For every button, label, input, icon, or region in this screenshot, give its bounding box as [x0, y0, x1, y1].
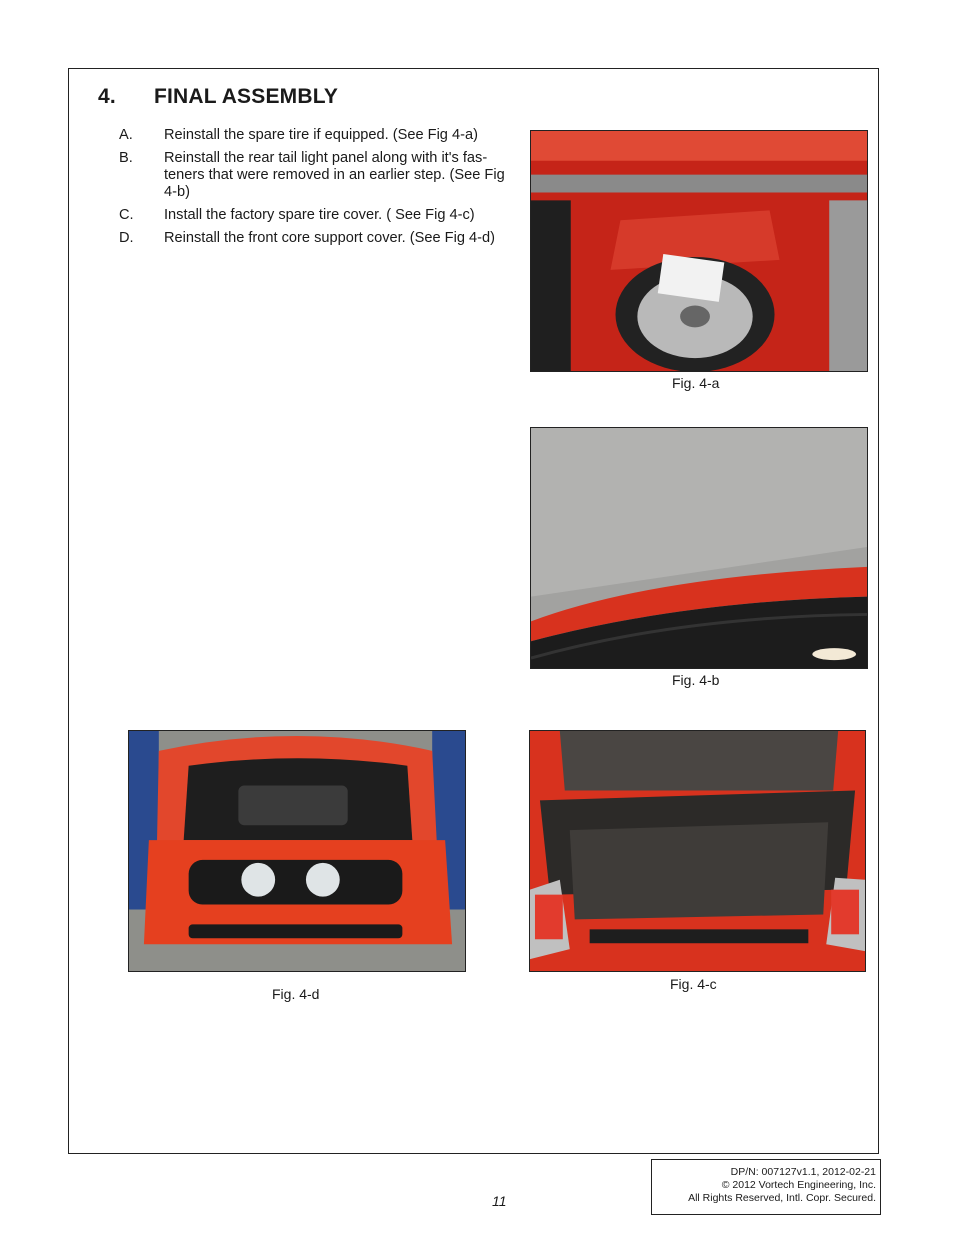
step-letter: B. [119, 150, 133, 166]
step-text: Reinstall the front core support cover. (See Fig 4-d) [164, 230, 495, 246]
figure-4d-caption: Fig. 4-d [272, 986, 320, 1002]
step-letter: C. [119, 207, 134, 223]
figure-4a-caption: Fig. 4-a [672, 375, 720, 391]
section-title: FINAL ASSEMBLY [154, 85, 339, 108]
figure-4d-photo [128, 730, 466, 972]
section-number: 4. [98, 85, 116, 108]
step-letter: A. [119, 127, 133, 143]
step-text: Reinstall the rear tail light panel along with it's fas-teners that were removed in an earlier step. (See Fig 4-b) [164, 150, 505, 200]
section-heading [98, 85, 338, 109]
part-number: DP/N: 007127v1.1, 2012-02-21 [730, 1166, 876, 1178]
step-item [119, 207, 515, 224]
figure-4a-photo [530, 130, 868, 372]
figure-4c-photo [529, 730, 866, 972]
step-letter: D. [119, 230, 134, 246]
copyright: © 2012 Vortech Engineering, Inc. [721, 1179, 876, 1191]
step-item [119, 150, 515, 201]
step-item [119, 127, 515, 144]
rights-notice: All Rights Reserved, Intl. Copr. Secured. [688, 1192, 876, 1204]
figure-4b-caption: Fig. 4-b [672, 672, 720, 688]
figure-4b-photo [530, 427, 868, 669]
step-text: Install the factory spare tire cover. ( See Fig 4-c) [164, 207, 475, 223]
footer-text [688, 1166, 876, 1205]
step-item [119, 230, 515, 247]
step-text: Reinstall the spare tire if equipped. (See Fig 4-a) [164, 127, 478, 143]
figure-4c-caption: Fig. 4-c [670, 976, 717, 992]
page-number: 11 [492, 1193, 507, 1209]
footer-box [651, 1159, 881, 1215]
step-list [119, 127, 515, 253]
